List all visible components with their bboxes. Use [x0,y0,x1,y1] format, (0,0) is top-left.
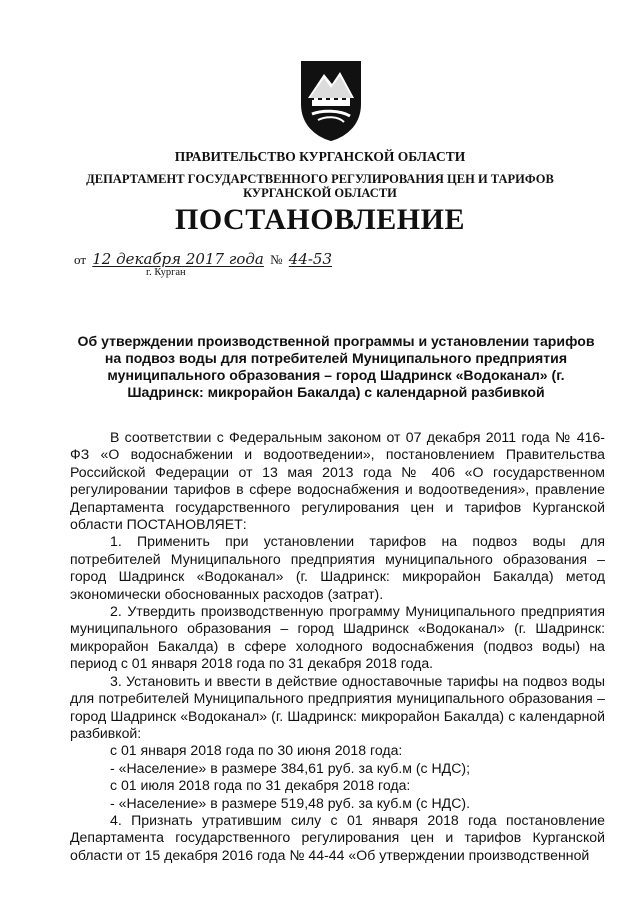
coat-of-arms-icon [298,58,364,142]
handwritten-number: 44-53 [288,250,333,268]
document-body [70,429,605,864]
date-from-label: от [74,252,87,267]
period-2-line: с 01 июля 2018 года по 31 декабря 2018 года: [110,777,411,794]
tariff-1-line: - «Население» в размере 384,61 руб. за куб.м (с НДС); [110,759,471,776]
document-subject: Об утверждении производственной программы и установлении тарифов на подвоз воды для потребителей Муниципального предприятия муниципального образования – город Шадринск «Водоканал» (г. Шадринск: микрорайон Бакалда) с календарной разбивкой [77,333,595,400]
item-4-paragraph: 4. Признать утратившим силу с 01 января 2018 года постановление Департамента государственного регулирования цен и тарифов Курганской области от 15 декабря 2016 года № 44-44 «Об утверждении производственной [70,811,605,863]
document-type: ПОСТАНОВЛЕНИЕ [175,203,465,236]
item-2-paragraph: 2. Утвердить производственную программу Муниципального предприятия муниципального образования – город Шадринск «Водоканал» (г. Шадринск: микрорайон Бакалда) в сфере холодного водоснабжения (подвоз воды) на период с 01 января 2018 года по 31 декабря 2018 года. [70,603,605,672]
period-1-line: с 01 января 2018 года по 30 июня 2018 года: [110,742,403,759]
date-number-line [74,250,335,268]
tariff-2-line: - «Население» в размере 519,48 руб. за куб.м (с НДС). [110,794,471,811]
number-label: № [270,252,283,267]
preamble-paragraph: В соответствии с Федеральным законом от 07 декабря 2011 года № 416-ФЗ «О водоснабжении и водоотведении», постановлением Правительства Российской Федерации от 13 мая 2013 года № 406 «О государственном регулировании тарифов в сфере водоснабжения и водоотведения», правление Департамента государственного регулирования цен и тарифов Курганской области ПОСТАНОВЛЯЕТ: [70,429,605,533]
government-title: ПРАВИТЕЛЬСТВО КУРГАНСКОЙ ОБЛАСТИ [174,149,466,164]
department-title-line1: ДЕПАРТАМЕНТ ГОСУДАРСТВЕННОГО РЕГУЛИРОВАНИЯ ЦЕН И ТАРИФОВ [86,172,554,186]
item-3-paragraph: 3. Установить и ввести в действие одноставочные тарифы на подвоз воды для потребителей Муниципального предприятия муниципального образования – город Шадринск «Водоканал» (г. Шадринск: микрорайон Бакалда) с календарной разбивкой: [70,672,605,741]
item-1-paragraph: 1. Применить при установлении тарифов на подвоз воды для потребителей Муниципального предприятия муниципального образования – город Шадринск «Водоканал» (г. Шадринск: микрорайон Бакалда) метод экономически обоснованных расходов (затрат). [70,533,605,602]
department-title-line2: КУРГАНСКОЙ ОБЛАСТИ [243,186,397,200]
city-label: г. Курган [146,267,186,278]
department-title [0,172,640,200]
handwritten-date: 12 декабря 2017 года [92,250,264,268]
